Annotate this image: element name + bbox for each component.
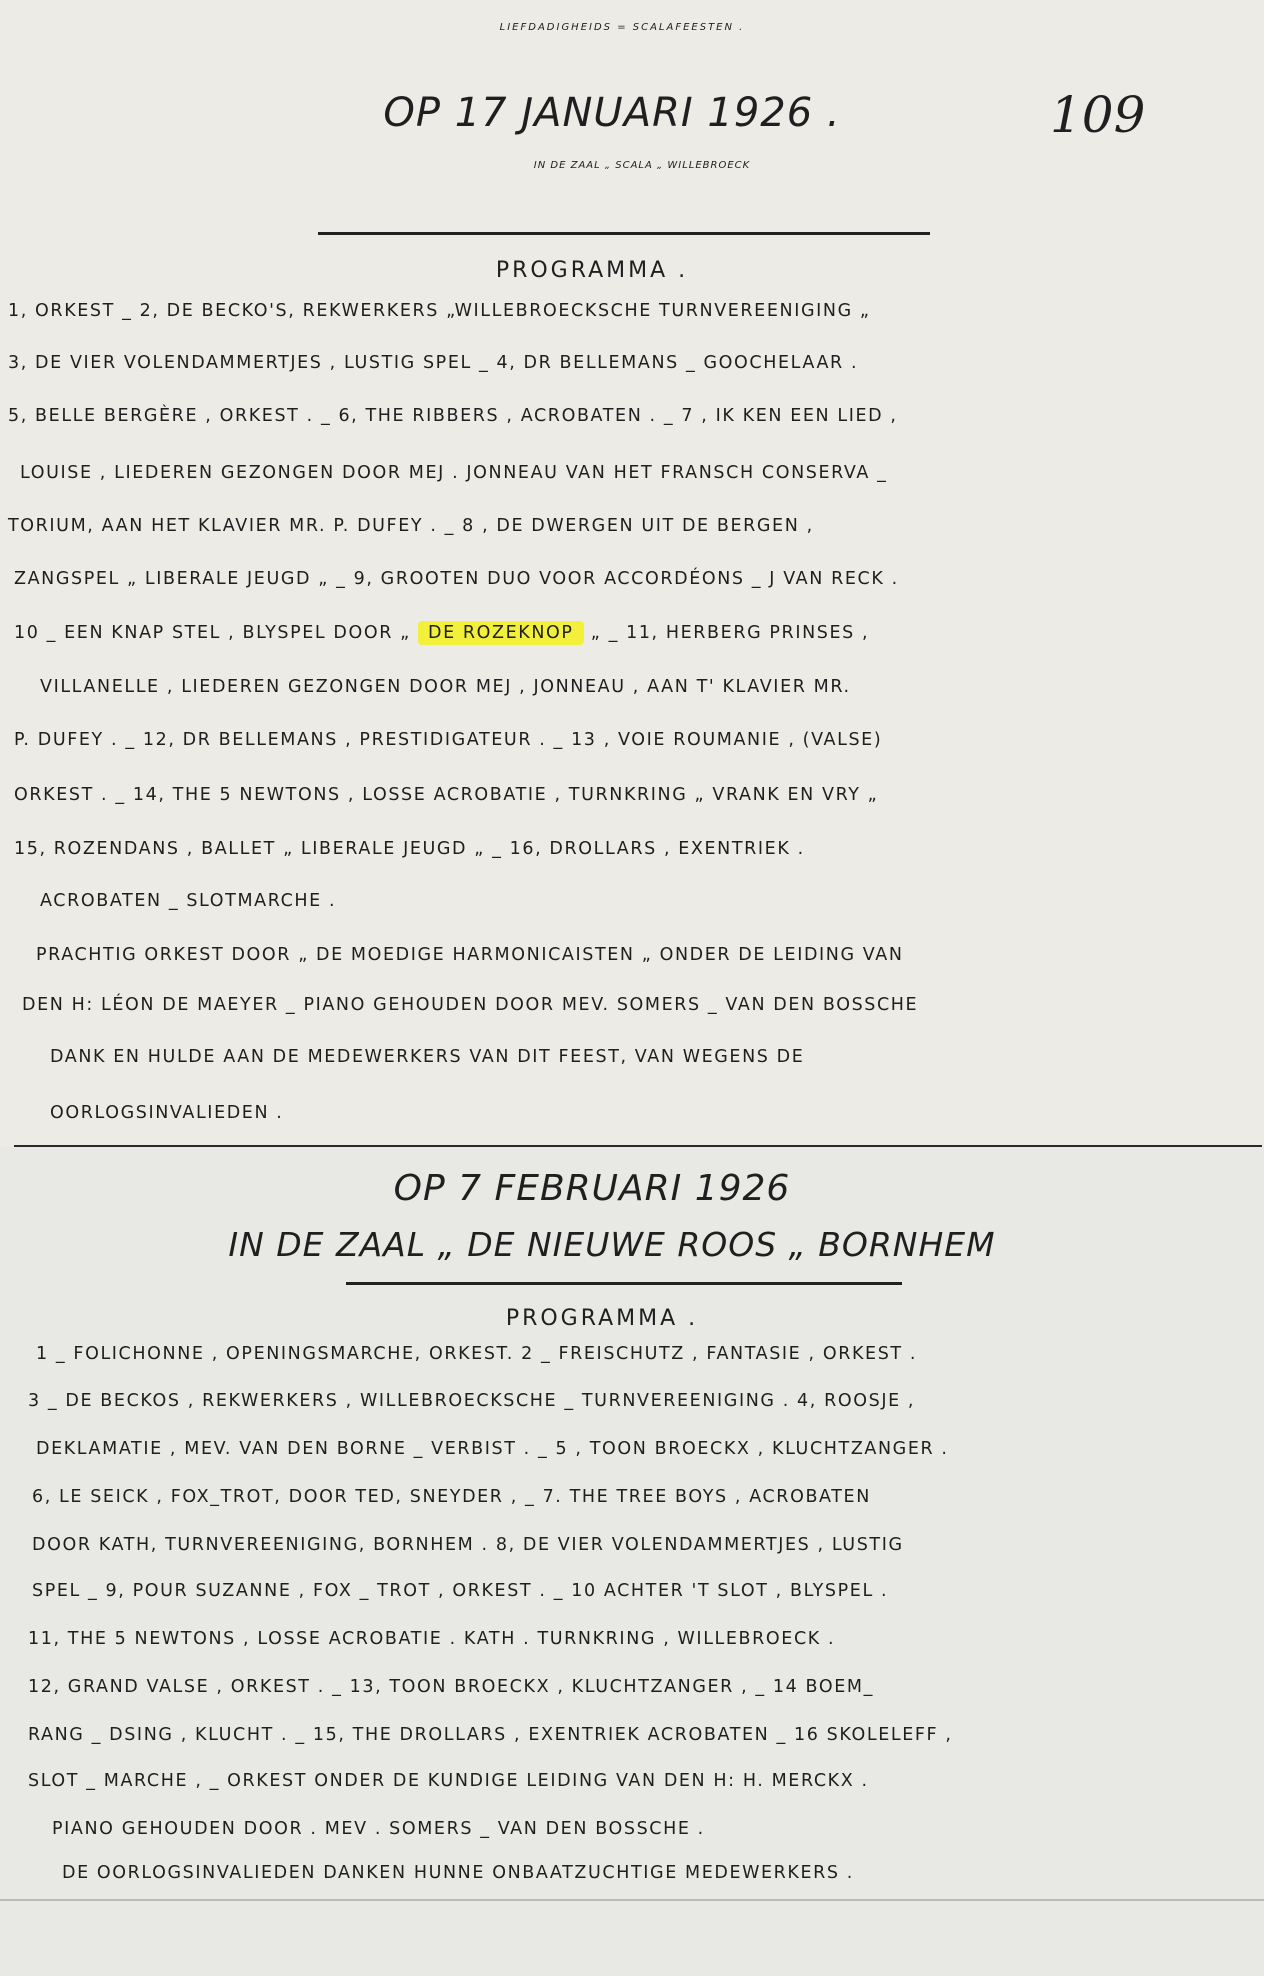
program-line: 1 _ FOLICHONNE , OPENINGSMARCHE, ORKEST. 2 _ FREISCHUTZ , FANTASIE , ORKEST . — [36, 1344, 918, 1364]
program-line: 11, THE 5 NEWTONS , LOSSE ACROBATIE . KATH . TURNKRING , WILLEBROECK . — [28, 1629, 836, 1649]
program-line: LOUISE , LIEDEREN GEZONGEN DOOR MEJ . JONNEAU VAN HET FRANSCH CONSERVA _ — [20, 463, 888, 483]
section-divider — [14, 1145, 1262, 1147]
program-line: 15, ROZENDANS , BALLET „ LIBERALE JEUGD „ _ 16, DROLLARS , EXENTRIEK . — [14, 839, 805, 859]
program-line: 5, BELLE BERGÈRE , ORKEST . _ 6, THE RIBBERS , ACROBATEN . _ 7 , IK KEN EEN LIED , — [8, 406, 898, 426]
title-underline — [318, 232, 930, 235]
line10-after: „ _ 11, HERBERG PRINSES , — [590, 623, 870, 643]
title-underline-2 — [346, 1282, 902, 1285]
highlighted-de-rozeknop: DE ROZEKNOP — [418, 621, 584, 645]
page-edge — [1264, 0, 1280, 1976]
page-number: 109 — [1050, 86, 1146, 144]
date-title-february: OP 7 FEBRUARI 1926 — [393, 1168, 791, 1209]
program-line: 1, ORKEST _ 2, DE BECKO'S, REKWERKERS „WILLEBROECKSCHE TURNVEREENIGING „ — [8, 301, 871, 321]
program-line: RANG _ DSING , KLUCHT . _ 15, THE DROLLARS , EXENTRIEK ACROBATEN _ 16 SKOLELEFF , — [28, 1725, 953, 1745]
program-line: VILLANELLE , LIEDEREN GEZONGEN DOOR MEJ , JONNEAU , AAN T' KLAVIER MR. — [40, 677, 851, 697]
program-heading-2: PROGRAMMA . — [505, 1306, 699, 1331]
program-line: OORLOGSINVALIEDEN . — [50, 1103, 284, 1123]
program-line: ACROBATEN _ SLOTMARCHE . — [40, 891, 337, 911]
program-line: DEN H: LÉON DE MAEYER _ PIANO GEHOUDEN DOOR MEV. SOMERS _ VAN DEN BOSSCHE — [22, 995, 919, 1015]
program-line: DEKLAMATIE , MEV. VAN DEN BORNE _ VERBIST . _ 5 , TOON BROECKX , KLUCHTZANGER . — [36, 1439, 949, 1459]
program-line: 12, GRAND VALSE , ORKEST . _ 13, TOON BROECKX , KLUCHTZANGER , _ 14 BOEM_ — [28, 1677, 874, 1697]
program-line: SPEL _ 9, POUR SUZANNE , FOX _ TROT , ORKEST . _ 10 ACHTER 'T SLOT , BLYSPEL . — [32, 1581, 889, 1601]
program-line-10 — [14, 618, 869, 648]
program-line: 3, DE VIER VOLENDAMMERTJES , LUSTIG SPEL _ 4, DR BELLEMANS _ GOOCHELAAR . — [8, 353, 859, 373]
program-line: DE OORLOGSINVALIEDEN DANKEN HUNNE ONBAATZUCHTIGE MEDEWERKERS . — [62, 1863, 854, 1883]
program-line: ORKEST . _ 14, THE 5 NEWTONS , LOSSE ACROBATIE , TURNKRING „ VRANK EN VRY „ — [14, 785, 879, 805]
program-line: P. DUFEY . _ 12, DR BELLEMANS , PRESTIDIGATEUR . _ 13 , VOIE ROUMANIE , (VALSE) — [14, 730, 883, 750]
program-line: ZANGSPEL „ LIBERALE JEUGD „ _ 9, GROOTEN DUO VOOR ACCORDÉONS _ J VAN RECK . — [14, 569, 899, 589]
lower-section-background — [0, 1147, 1264, 1976]
program-line: PRACHTIG ORKEST DOOR „ DE MOEDIGE HARMONICAISTEN „ ONDER DE LEIDING VAN — [36, 945, 904, 965]
program-line: 6, LE SEICK , FOX_TROT, DOOR TED, SNEYDER , _ 7. THE TREE BOYS , ACROBATEN — [32, 1487, 871, 1507]
program-line: 3 _ DE BECKOS , REKWERKERS , WILLEBROECKSCHE _ TURNVEREENIGING . 4, ROOSJE , — [28, 1391, 916, 1411]
main-title: LIEFDADIGHEIDS = SCALAFEESTEN . — [499, 22, 745, 33]
program-line: SLOT _ MARCHE , _ ORKEST ONDER DE KUNDIGE LEIDING VAN DEN H: H. MERCKX . — [28, 1771, 869, 1791]
page-bottom-line — [0, 1899, 1264, 1901]
program-line: TORIUM, AAN HET KLAVIER MR. P. DUFEY . _ 8 , DE DWERGEN UIT DE BERGEN , — [8, 516, 814, 536]
program-line: PIANO GEHOUDEN DOOR . MEV . SOMERS _ VAN DEN BOSSCHE . — [52, 1819, 705, 1839]
program-line: DOOR KATH, TURNVEREENIGING, BORNHEM . 8, DE VIER VOLENDAMMERTJES , LUSTIG — [32, 1535, 904, 1555]
line10-before: 10 _ EEN KNAP STEL , BLYSPEL DOOR „ — [14, 623, 411, 643]
program-line: DANK EN HULDE AAN DE MEDEWERKERS VAN DIT FEEST, VAN WEGENS DE — [50, 1047, 805, 1067]
venue-title-scala: IN DE ZAAL „ SCALA „ WILLEBROECK — [533, 160, 751, 171]
date-title-january: OP 17 JANUARI 1926 . — [383, 90, 841, 136]
venue-title-bornhem: IN DE ZAAL „ DE NIEUWE ROOS „ BORNHEM — [228, 1225, 996, 1264]
program-heading-1: PROGRAMMA . — [495, 258, 689, 283]
